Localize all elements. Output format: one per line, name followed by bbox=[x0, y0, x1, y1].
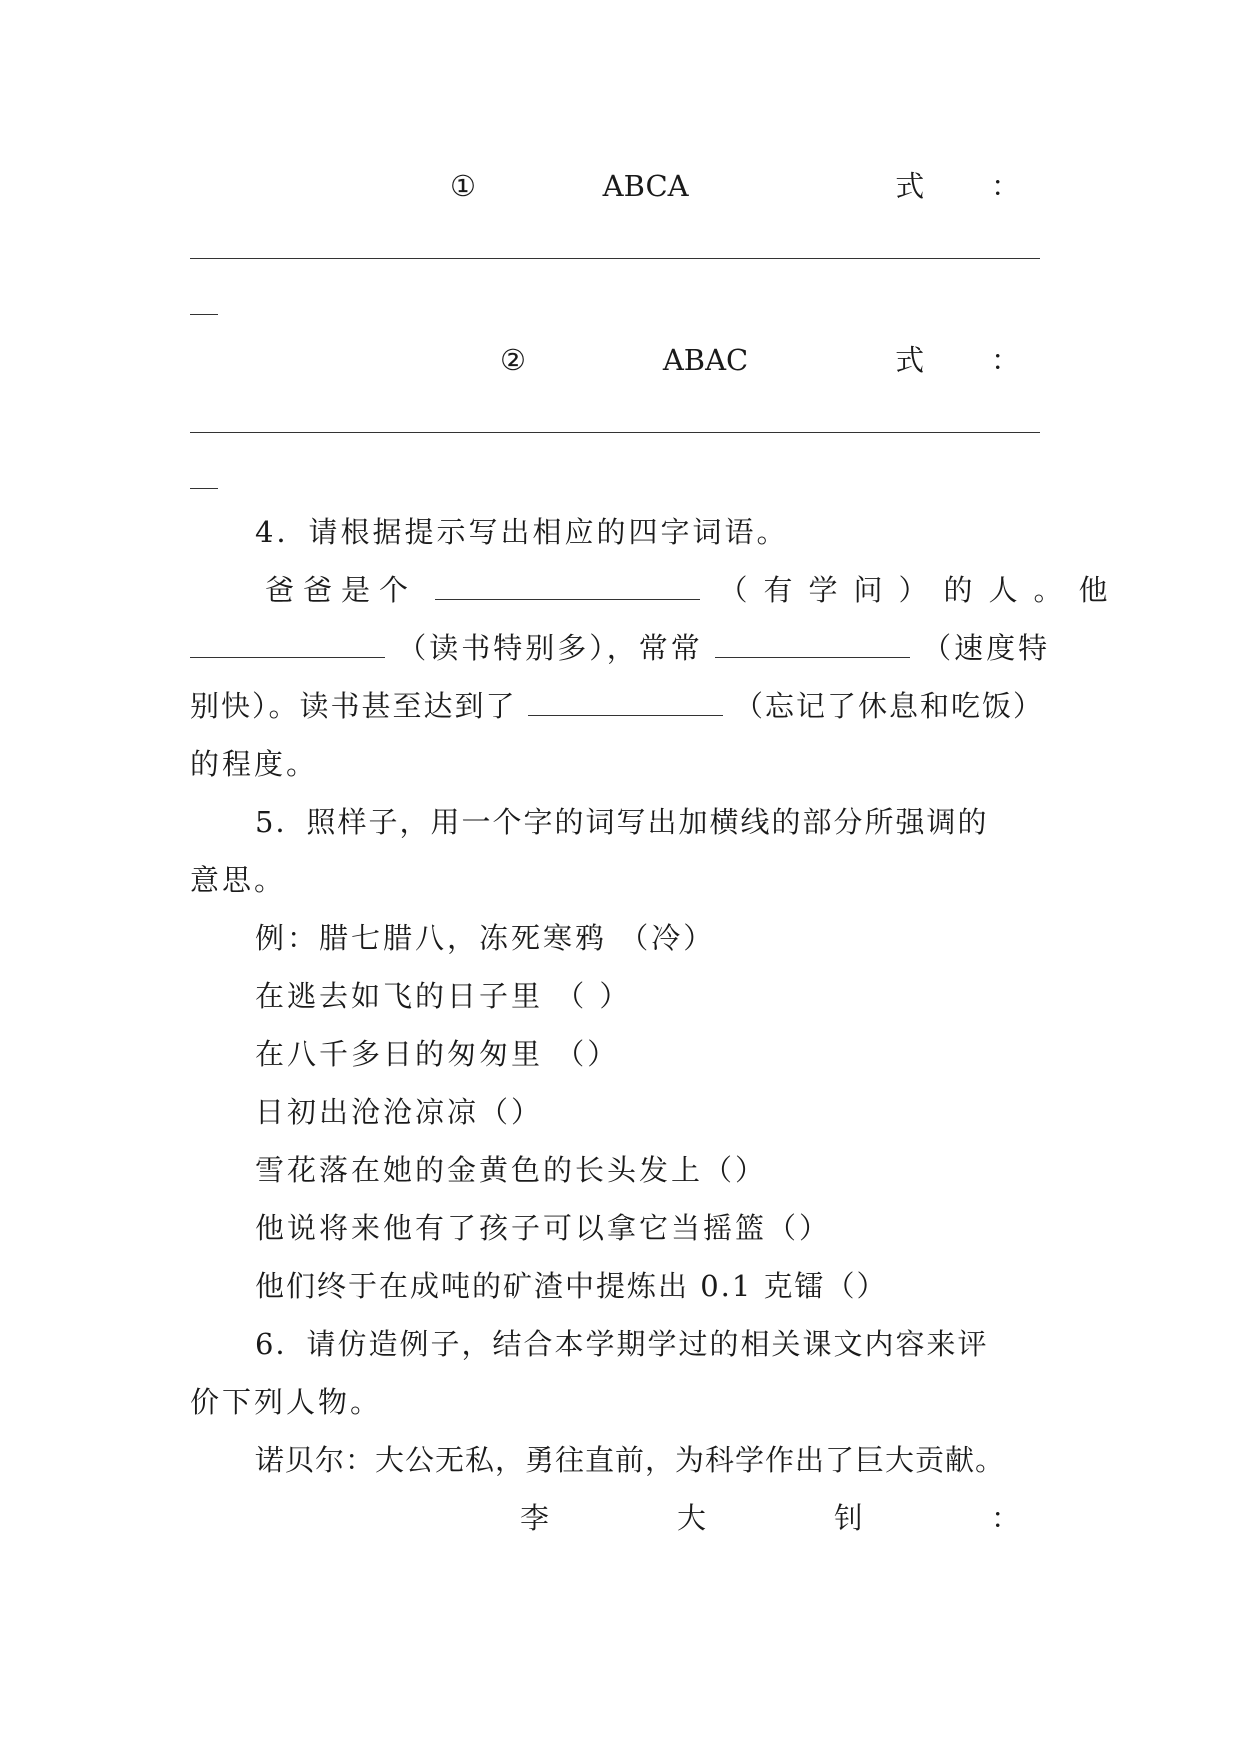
q5-item-2: 在八千多日的匆匆里 （） bbox=[255, 1037, 620, 1071]
pattern-abca-suffix: 式 bbox=[895, 169, 925, 203]
q4-blank-2[interactable] bbox=[190, 629, 385, 658]
pattern-abac-suffix: 式 bbox=[895, 343, 925, 377]
answer-line-abca-tail bbox=[190, 314, 218, 315]
pattern-abac-line bbox=[500, 340, 1020, 380]
q4-line1 bbox=[265, 570, 1127, 610]
answer-line-abac-tail bbox=[190, 488, 218, 489]
q4-line3 bbox=[190, 686, 1052, 726]
answer-line-abca bbox=[190, 258, 1040, 259]
q5-title-line1: 5．照样子，用一个字的词写出加横线的部分所强调的 bbox=[255, 805, 989, 839]
q5-item-5: 他说将来他有了孩子可以拿它当摇篮（） bbox=[255, 1211, 832, 1245]
q4-line4: 的程度。 bbox=[190, 747, 319, 781]
q6-name-line bbox=[520, 1498, 1020, 1538]
q5-title-line2: 意思。 bbox=[190, 863, 287, 897]
q6-example: 诺贝尔：大公无私，勇往直前，为科学作出了巨大贡献。 bbox=[255, 1443, 1006, 1477]
q5-item-6: 他们终于在成吨的矿渣中提炼出 0.1 克镭（） bbox=[255, 1269, 888, 1303]
pattern-abac-number: ② bbox=[500, 343, 526, 377]
q4-line2-hint1: （读书特别多），常常 bbox=[397, 631, 703, 665]
q6-title-line2: 价下列人物。 bbox=[190, 1385, 383, 1419]
q5-item-4: 雪花落在她的金黄色的长头发上（） bbox=[255, 1153, 768, 1187]
pattern-abca-number: ① bbox=[450, 169, 476, 203]
q4-line3-hint: （忘记了休息和吃饭） bbox=[733, 689, 1044, 723]
q6-title-line1: 6．请仿造例子，结合本学期学过的相关课文内容来评 bbox=[255, 1327, 989, 1361]
q6-name-char-3: 钊 bbox=[833, 1501, 863, 1535]
q4-blank-1[interactable] bbox=[435, 571, 700, 600]
pattern-abca-line bbox=[450, 166, 1020, 206]
q6-name-colon: ： bbox=[990, 1501, 1020, 1535]
pattern-abac-colon: ： bbox=[990, 343, 1020, 377]
q4-line2 bbox=[190, 628, 1052, 668]
pattern-abca-label: ABCA bbox=[602, 169, 689, 203]
q6-name-char-2: 大 bbox=[676, 1501, 706, 1535]
q5-example: 例：腊七腊八，冻死寒鸦 （冷） bbox=[255, 921, 716, 955]
pattern-abac-label: ABAC bbox=[662, 343, 749, 377]
q4-title: 4．请根据提示写出相应的四字词语。 bbox=[255, 515, 789, 549]
q5-item-1: 在逃去如飞的日子里 （ ） bbox=[255, 979, 632, 1013]
q4-line1-start: 爸爸是个 bbox=[265, 573, 418, 607]
q4-line2-hint2: （速度特 bbox=[922, 631, 1051, 665]
q4-line1-hint: （有学问）的人。他 bbox=[718, 573, 1124, 607]
q4-line3-start: 别快）。读书甚至达到了 bbox=[190, 689, 517, 723]
pattern-abca-colon: ： bbox=[990, 169, 1020, 203]
q6-name-char-1: 李 bbox=[520, 1501, 550, 1535]
q4-blank-4[interactable] bbox=[528, 687, 723, 716]
q4-blank-3[interactable] bbox=[715, 629, 910, 658]
q5-item-3: 日初出沧沧凉凉（） bbox=[255, 1095, 544, 1129]
answer-line-abac bbox=[190, 432, 1040, 433]
